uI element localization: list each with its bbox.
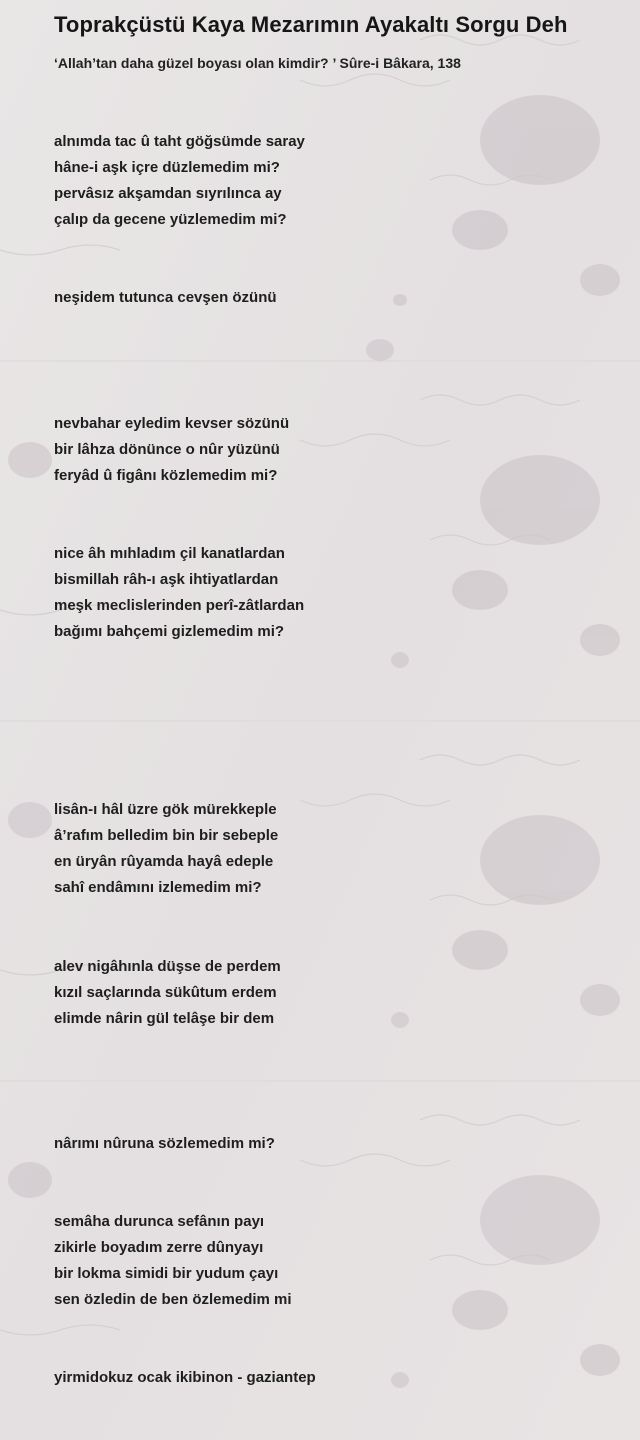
poem-line: çalıp da gecene yüzlemedim mi?	[54, 211, 287, 228]
poem-line: neşidem tutunca cevşen özünü	[54, 289, 277, 306]
poem-line: meşk meclislerinden perî-zâtlardan	[54, 597, 305, 614]
poem-line: nice âh mıhladım çil kanatlardan	[54, 545, 285, 562]
poem-line: sahî endâmını izlemedim mi?	[54, 879, 262, 896]
poem-line: bağımı bahçemi gizlemedim mi?	[54, 623, 285, 640]
poem-line: zikirle boyadım zerre dûnyayı	[54, 1239, 264, 1256]
page-title: Toprakçüstü Kaya Mezarımın Ayakaltı Sorgu Deh	[54, 12, 568, 37]
poem-line: nârımı nûruna sözlemedim mi?	[54, 1135, 275, 1152]
poem-line: en üryân rûyamda hayâ edeple	[54, 853, 274, 870]
epigraph: ‘Allah’tan daha güzel boyası olan kimdir? ’ Sûre-i Bâkara, 138	[54, 55, 461, 71]
poem-line: feryâd û figânı közlemedim mi?	[54, 467, 278, 484]
poem-line: pervâsız akşamdan sıyrılınca ay	[54, 185, 282, 202]
poem-line: alev nigâhınla düşse de perdem	[54, 958, 281, 975]
poem-line: bismillah râh-ı aşk ihtiyatlardan	[54, 571, 279, 588]
date-place-line: yirmidokuz ocak ikibinon - gaziantep	[54, 1369, 316, 1386]
poem-line: alnımda tac û taht göğsümde saray	[54, 133, 305, 150]
poem-line: bir lâhza dönünce o nûr yüzünü	[54, 441, 280, 458]
poem-line: kızıl saçlarında sükûtum erdem	[54, 984, 277, 1001]
poem-line: sen özledin de ben özlemedim mi	[54, 1291, 292, 1308]
poem-line: elimde nârin gül telâşe bir dem	[54, 1010, 275, 1027]
poem-line: bir lokma simidi bir yudum çayı	[54, 1265, 279, 1282]
poem-line: nevbahar eyledim kevser sözünü	[54, 415, 290, 432]
poem-line: semâha durunca sefânın payı	[54, 1213, 265, 1230]
poem-line: â’rafım belledim bin bir sebeple	[54, 827, 279, 844]
poem-line: hâne-i aşk içre düzlemedim mi?	[54, 159, 280, 176]
poem-line: lisân-ı hâl üzre gök mürekkeple	[54, 801, 277, 818]
